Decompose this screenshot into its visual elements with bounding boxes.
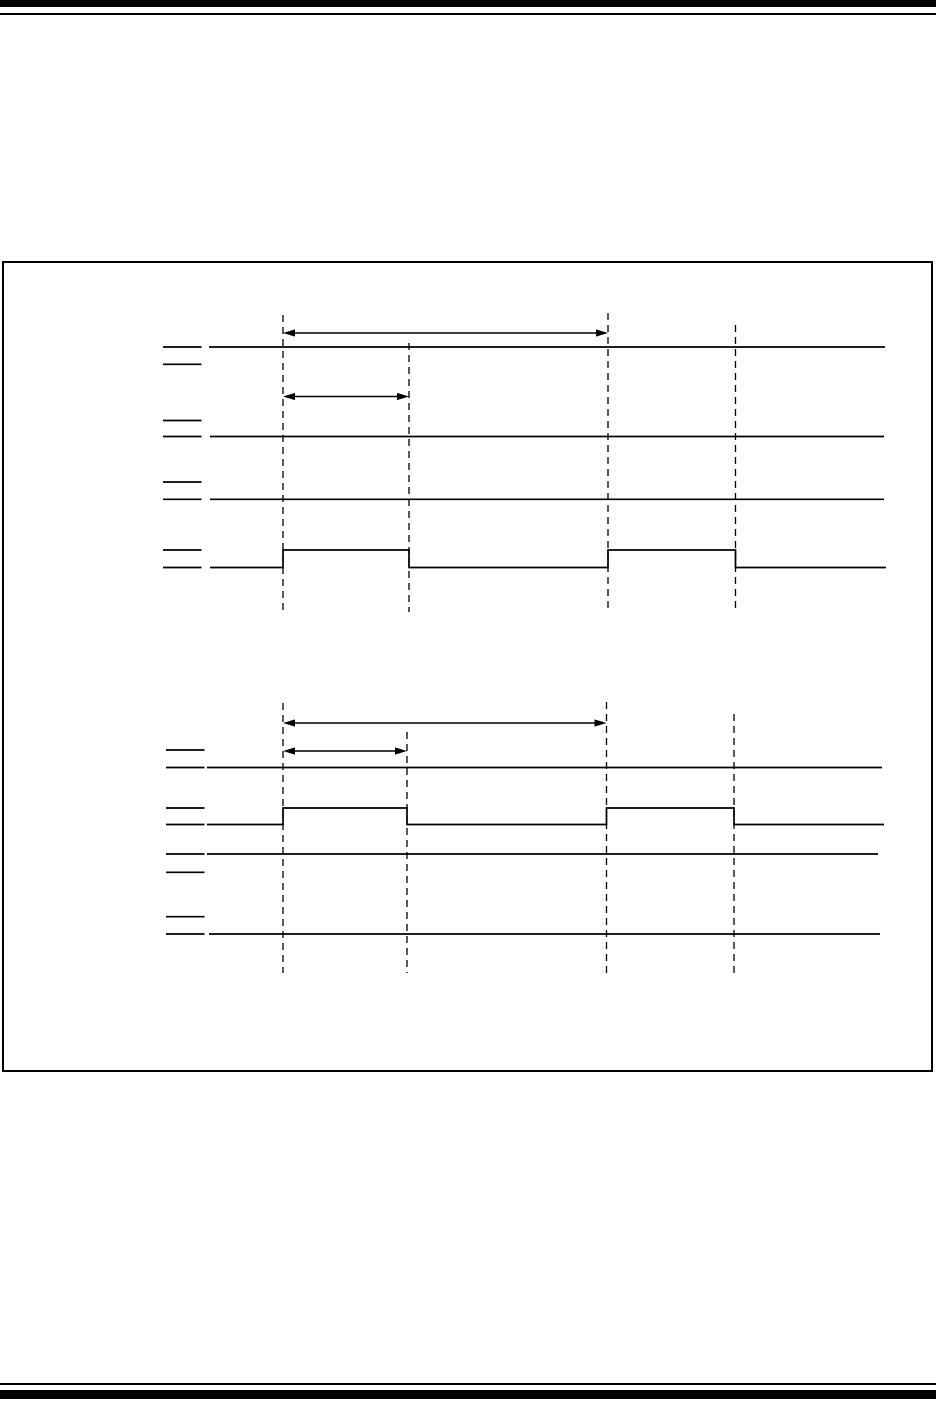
arrowhead-left-icon xyxy=(283,393,295,400)
timing-diagram-upper-signal-4-pulse xyxy=(163,550,886,568)
timing-diagram-upper-signal-2 xyxy=(163,421,884,437)
arrowhead-right-icon xyxy=(395,747,407,754)
arrowhead-left-icon xyxy=(283,747,295,754)
arrowhead-left-icon xyxy=(283,719,295,726)
footer-rule xyxy=(0,1383,936,1385)
arrowhead-right-icon xyxy=(596,329,608,336)
timing-diagram-upper-signal-1 xyxy=(163,347,885,364)
timing-diagram-upper xyxy=(163,313,886,612)
footer-bottom-bar xyxy=(0,1390,936,1399)
measure-arrow xyxy=(283,393,409,400)
timing-diagram-lower-signal-2-pulse xyxy=(166,808,884,825)
signal-trace xyxy=(207,808,884,825)
timing-diagram-lower xyxy=(166,702,884,973)
timing-diagram-lower-signal-4 xyxy=(166,917,880,934)
measure-arrow xyxy=(283,747,407,754)
measure-arrow xyxy=(283,329,608,336)
signal-trace xyxy=(210,550,886,568)
timing-diagram-upper-signal-3 xyxy=(163,482,884,499)
timing-diagram-lower-signal-3 xyxy=(166,854,878,872)
timing-diagram-lower-signal-1 xyxy=(166,750,882,768)
arrowhead-right-icon xyxy=(595,719,607,726)
arrowhead-left-icon xyxy=(283,329,295,336)
measure-arrow xyxy=(283,719,607,726)
arrowhead-right-icon xyxy=(397,393,409,400)
